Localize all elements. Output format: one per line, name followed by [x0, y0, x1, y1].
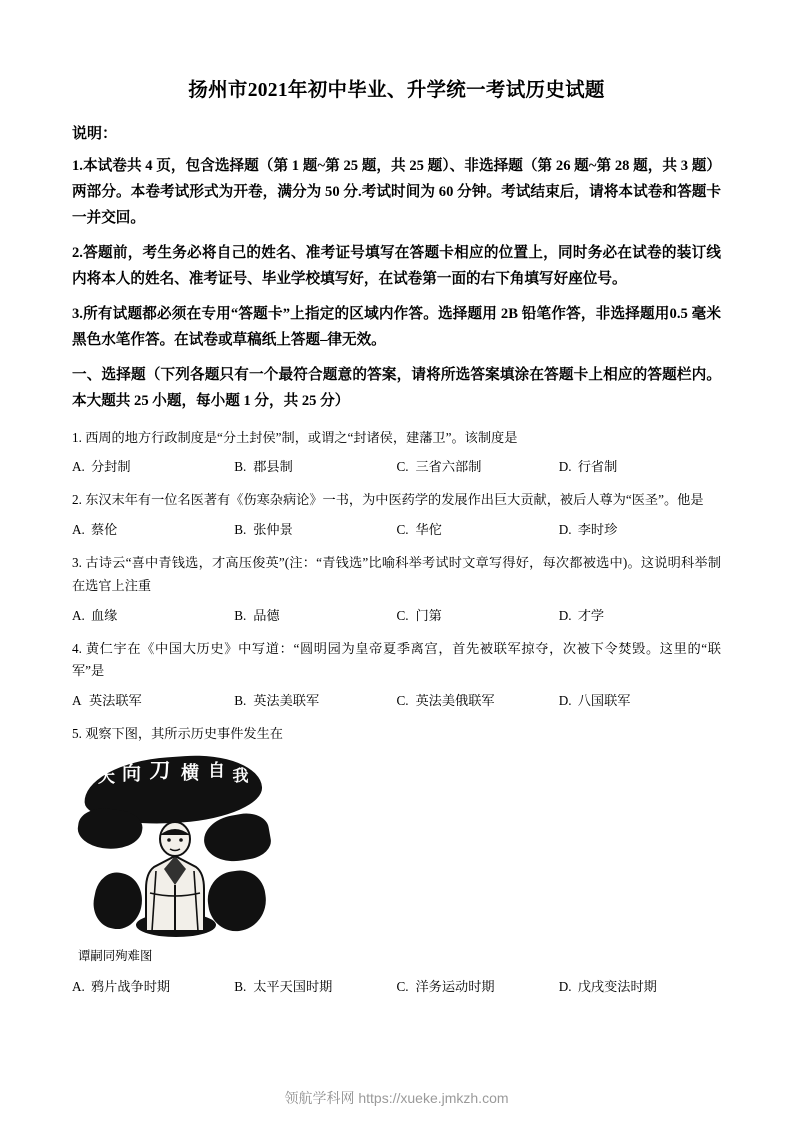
option-label: D. [558, 459, 572, 475]
option-d[interactable] [559, 456, 721, 475]
option-c[interactable] [397, 519, 559, 538]
option-text: 行省制 [577, 459, 618, 475]
option-label: B. [234, 459, 247, 475]
option-label: B. [234, 607, 247, 623]
option-c[interactable] [397, 605, 559, 624]
option-d[interactable] [559, 976, 721, 995]
option-d[interactable] [559, 605, 721, 624]
figure-caption: 谭嗣同殉难图 [78, 948, 153, 963]
instructions-label: 说明： [72, 126, 118, 142]
question-options [72, 605, 721, 624]
option-text: 八国联军 [577, 692, 631, 708]
page-title: 扬州市2021年初中毕业、升学统一考试历史试题 [188, 80, 605, 101]
option-label: A. [72, 607, 85, 623]
option-label: A [72, 692, 82, 708]
option-d[interactable] [559, 690, 721, 709]
tan-sitong-martyrdom-illustration [76, 753, 272, 941]
question-5-figure [76, 753, 721, 964]
option-b[interactable] [234, 519, 396, 538]
question-4 [72, 638, 721, 709]
footer-brand: 领航学科网 [284, 1090, 355, 1106]
option-label: A. [72, 978, 85, 994]
option-label: B. [234, 522, 247, 538]
option-text: 蔡伦 [91, 522, 118, 538]
option-a[interactable] [72, 456, 234, 475]
option-label: D. [558, 522, 572, 538]
option-a[interactable] [72, 690, 234, 709]
option-text: 鸦片战争时期 [91, 978, 171, 994]
question-stem: 1. 西周的地方行政制度是“分土封侯”制，或谓之“封诸侯，建藩卫”。该制度是 [72, 429, 518, 445]
option-label: D. [558, 607, 572, 623]
option-text: 品德 [253, 607, 280, 623]
option-label: C. [396, 692, 409, 708]
calligraphy-char: 自 [205, 760, 224, 778]
option-text: 英法美联军 [253, 692, 320, 708]
option-a[interactable] [72, 976, 234, 995]
option-label: C. [396, 607, 409, 623]
option-text: 英法联军 [89, 692, 142, 708]
option-text: 郡县制 [253, 459, 293, 475]
option-label: A. [72, 459, 85, 475]
instruction-paragraph-2: 2.答题前，考生务必将自己的姓名、准考证号填写在答题卡相应的位置上，同时务必在试卷的装订线内将本人的姓名、准考证号、毕业学校填写好，在试卷第一面的右下角填写好座位号。 [72, 244, 721, 287]
option-b[interactable] [234, 456, 396, 475]
calligraphy-char: 我 [230, 766, 247, 783]
question-stem: 4. 黄仁宇在《中国大历史》中写道：“圆明园为皇帝夏季离宫，首先被联军掠夺，次被下令焚毁。这里的“联军”是 [72, 640, 721, 679]
calligraphy-char: 向 [119, 762, 140, 782]
option-label: C. [396, 459, 409, 475]
option-a[interactable] [72, 605, 234, 624]
question-options [72, 976, 721, 995]
option-text: 太平天国时期 [253, 978, 333, 994]
option-text: 李时珍 [577, 522, 618, 538]
option-b[interactable] [234, 690, 396, 709]
option-a[interactable] [72, 519, 234, 538]
option-label: D. [558, 978, 572, 994]
option-label: A. [72, 522, 85, 538]
question-1 [72, 427, 721, 476]
calligraphy-char: 横 [179, 762, 199, 781]
question-options [72, 519, 721, 538]
section-heading-multiple-choice: 一、选择题（下列各题只有一个最符合题意的答案，请将所选答案填涂在答题卡上相应的答题栏内。本大题共 25 小题，每小题 1 分，共 25 分） [72, 366, 721, 409]
question-options [72, 690, 721, 709]
option-c[interactable] [397, 456, 559, 475]
option-label: B. [234, 978, 247, 994]
person-figure [134, 819, 216, 937]
option-text: 三省六部制 [415, 459, 482, 475]
question-3 [72, 552, 721, 623]
calligraphy-char: 天 [95, 766, 114, 784]
question-stem: 2. 东汉末年有一位名医著有《伤寒杂病论》一书，为中医药学的发展作出巨大贡献，被后人尊为“医圣”。他是 [72, 492, 704, 508]
option-text: 张仲景 [253, 522, 293, 538]
option-label: D. [558, 692, 572, 708]
option-c[interactable] [397, 690, 559, 709]
option-text: 洋务运动时期 [415, 978, 495, 994]
option-label: C. [396, 978, 409, 994]
footer-url: https://xueke.jmkzh.com [358, 1090, 509, 1106]
question-stem: 5. 观察下图，其所示历史事件发生在 [72, 725, 283, 741]
question-stem: 3. 古诗云“喜中青钱选，才高压俊英”(注：“青钱选”比喻科举考试时文章写得好，每次都被选中)。这说明科举制在选官上注重 [72, 555, 721, 593]
option-label: B. [234, 692, 247, 708]
option-label: C. [396, 522, 409, 538]
question-options [72, 456, 721, 475]
question-5 [72, 723, 721, 995]
option-text: 血缘 [91, 607, 118, 623]
option-b[interactable] [234, 976, 396, 995]
option-text: 才学 [577, 607, 605, 623]
option-text: 华佗 [415, 522, 442, 538]
option-text: 戊戌变法时期 [577, 978, 657, 994]
option-d[interactable] [559, 519, 721, 538]
option-b[interactable] [234, 605, 396, 624]
option-text: 英法美俄联军 [415, 692, 495, 708]
instruction-paragraph-1: 1.本试卷共 4 页，包含选择题（第 1 题~第 25 题，共 25 题）、非选择题（第 26 题~第 28 题，共 3 题）两部分。本卷考试形式为开卷，满分为 50 分.考试时间为 60 分钟。考试结束后，请将本试卷和答题卡一并交回。 [72, 158, 721, 226]
option-text: 门第 [415, 607, 442, 623]
option-text: 分封制 [91, 459, 131, 475]
question-2 [72, 489, 721, 538]
page-footer [0, 1088, 793, 1108]
calligraphy-char: 刀 [147, 758, 171, 780]
instruction-paragraph-3: 3.所有试题都必须在专用“答题卡”上指定的区域内作答。选择题用 2B 铅笔作答，非选择题用0.5 毫米黑色水笔作答。在试卷或草稿纸上答题–律无效。 [72, 305, 721, 348]
option-c[interactable] [397, 976, 559, 995]
